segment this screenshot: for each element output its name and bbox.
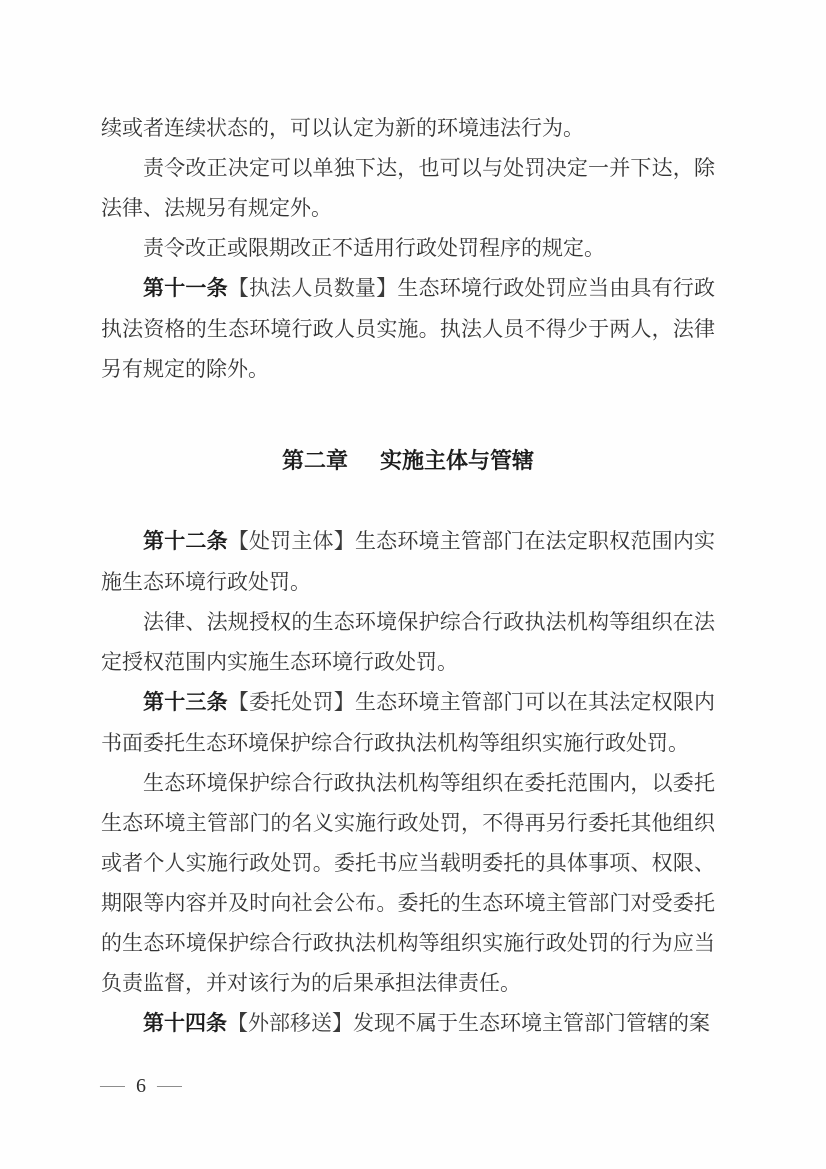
article-paragraph — [101, 682, 715, 763]
article-text: 发现不属于生态环境主管部门管辖的案 — [353, 1011, 710, 1035]
chapter-heading — [101, 441, 715, 481]
paragraph-continuation: 续或者连续状态的，可以认定为新的环境违法行为。 — [101, 116, 584, 140]
article-title: 【委托处罚】 — [227, 690, 355, 714]
article-title: 【执法人员数量】 — [227, 276, 398, 300]
document-body — [101, 108, 715, 1044]
article-paragraph — [101, 521, 715, 602]
article-number: 第十二条 — [143, 530, 228, 553]
article-title: 【处罚主体】 — [227, 529, 355, 553]
article-paragraph — [101, 268, 715, 389]
article-number: 第十一条 — [143, 277, 228, 300]
page-number-dash-left: — — [100, 1075, 125, 1096]
paragraph: 生态环境保护综合行政执法机构等组织在委托范围内，以委托生态环境主管部门的名义实施行政处罚，不得再另行委托其他组织或者个人实施行政处罚。委托书应当载明委托的具体事项、权限、期限等内容并及时向社会公布。委托的生态环境主管部门对受委托的生态环境保护综合行政执法机构等组织实施行政处罚的行为应当负责监督，并对该行为的后果承担法律责任。 — [101, 771, 715, 995]
paragraph: 责令改正决定可以单独下达，也可以与处罚决定一并下达，除法律、法规另有规定外。 — [101, 156, 715, 220]
chapter-title: 实施主体与管辖 — [380, 448, 535, 473]
article-text: 生态环境主管部门可以在其法定权限内书面委托生态环境保护综合行政执法机构等组织实施行政处罚。 — [101, 690, 716, 755]
page-number-value: 6 — [136, 1075, 146, 1097]
chapter-number: 第二章 — [281, 448, 348, 473]
article-title: 【外部移送】 — [227, 1011, 353, 1035]
paragraph: 责令改正或限期改正不适用行政处罚程序的规定。 — [143, 236, 605, 260]
paragraph: 法律、法规授权的生态环境保护综合行政执法机构等组织在法定授权范围内实施生态环境行政处罚。 — [101, 610, 715, 674]
article-text: 生态环境行政处罚应当由具有行政执法资格的生态环境行政人员实施。执法人员不得少于两人，法律另有规定的除外。 — [101, 276, 716, 381]
article-text: 生态环境主管部门在法定职权范围内实施生态环境行政处罚。 — [101, 529, 716, 594]
article-paragraph — [101, 1003, 715, 1044]
article-number: 第十四条 — [143, 1012, 227, 1035]
article-number: 第十三条 — [143, 691, 228, 714]
page-number-dash-right: — — [157, 1075, 182, 1096]
page-number — [100, 1074, 182, 1098]
